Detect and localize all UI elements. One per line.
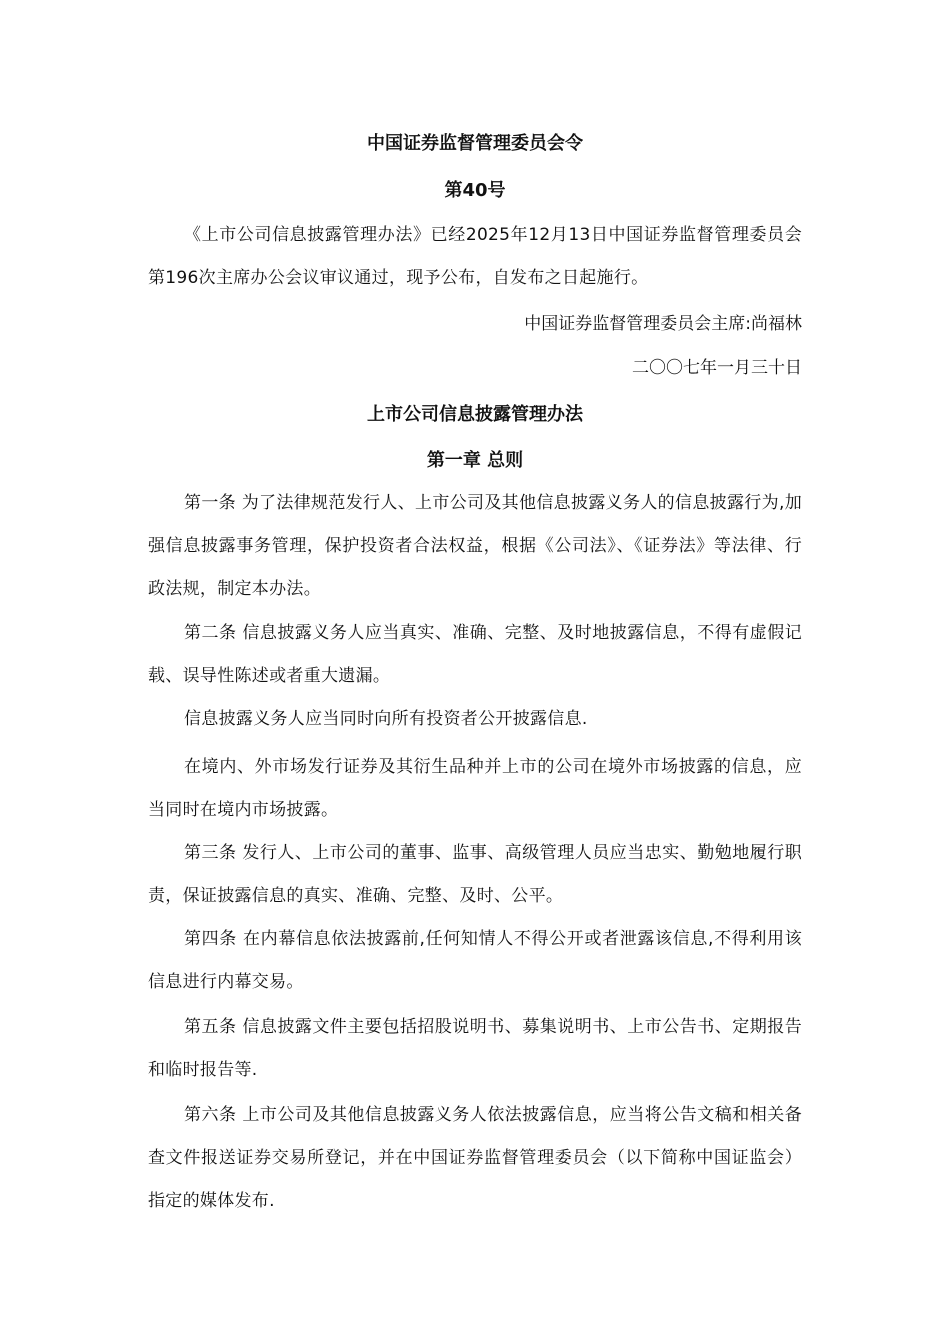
document-title: 上市公司信息披露管理办法 xyxy=(367,404,583,425)
date-line: 二〇〇七年一月三十日 xyxy=(632,358,802,378)
article-paragraph: 第五条 信息披露文件主要包括招股说明书、募集说明书、上市公告书、定期报告和临时报告等. xyxy=(148,1017,802,1080)
order-title: 中国证券监督管理委员会令 xyxy=(367,133,583,154)
article-paragraph: 第二条 信息披露义务人应当真实、准确、完整、及时地披露信息，不得有虚假记载、误导性陈述或者重大遗漏。 xyxy=(148,623,802,686)
intro-paragraph: 《上市公司信息披露管理办法》已经2025年12月13日中国证券监督管理委员会第196次主席办公会议审议通过，现予公布，自发布之日起施行。 xyxy=(148,225,802,288)
article-paragraph: 在境内、外市场发行证券及其衍生品种并上市的公司在境外市场披露的信息，应当同时在境内市场披露。 xyxy=(148,757,802,820)
article-paragraph: 第三条 发行人、上市公司的董事、监事、高级管理人员应当忠实、勤勉地履行职责，保证披露信息的真实、准确、完整、及时、公平。 xyxy=(148,843,802,906)
signature-line: 中国证券监督管理委员会主席:尚福林 xyxy=(524,314,802,334)
article-paragraph: 第四条 在内幕信息依法披露前,任何知情人不得公开或者泄露该信息,不得利用该信息进行内幕交易。 xyxy=(148,929,802,992)
order-number: 第40号 xyxy=(444,180,506,201)
article-paragraph: 第六条 上市公司及其他信息披露义务人依法披露信息，应当将公告文稿和相关备查文件报送证券交易所登记，并在中国证券监督管理委员会（以下简称中国证监会）指定的媒体发布. xyxy=(148,1105,802,1211)
chapter-heading: 第一章 总则 xyxy=(426,450,524,471)
article-paragraph: 第一条 为了法律规范发行人、上市公司及其他信息披露义务人的信息披露行为,加强信息披露事务管理，保护投资者合法权益，根据《公司法》、《证券法》等法律、行政法规，制定本办法。 xyxy=(148,493,802,599)
article-paragraph: 信息披露义务人应当同时向所有投资者公开披露信息. xyxy=(184,709,588,729)
